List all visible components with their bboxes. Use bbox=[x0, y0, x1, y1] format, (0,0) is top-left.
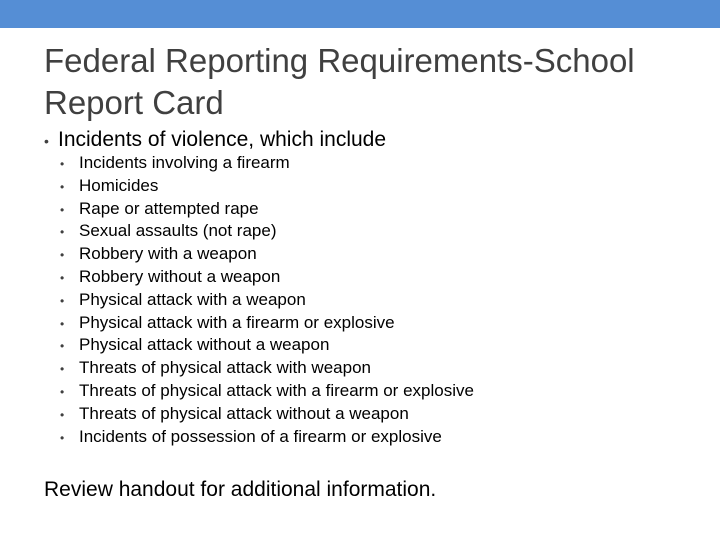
sub-bullet-item bbox=[60, 266, 680, 289]
sub-bullet-text: Incidents involving a firearm bbox=[79, 153, 290, 172]
sub-bullet-item bbox=[60, 198, 680, 221]
sub-bullet-text: Homicides bbox=[79, 175, 159, 195]
sub-bullet-text: Robbery with a weapon bbox=[79, 244, 257, 264]
bullet-dot-icon: • bbox=[60, 430, 65, 445]
sub-bullet-item bbox=[60, 243, 680, 266]
bullet-dot-icon: • bbox=[60, 248, 65, 263]
sub-bullet-item bbox=[60, 220, 680, 243]
sub-bullet-text: Incidents of possession of a firearm or explosive bbox=[79, 426, 442, 446]
bullet-dot-icon: • bbox=[60, 316, 65, 331]
footer-note: Review handout for additional information. bbox=[44, 478, 437, 501]
sub-bullet-item bbox=[60, 289, 680, 312]
bullet-dot-icon: • bbox=[60, 202, 65, 217]
sub-bullet-text: Rape or attempted rape bbox=[79, 198, 259, 218]
sub-bullet-text: Physical attack without a weapon bbox=[79, 335, 330, 355]
sub-bullet-item bbox=[60, 380, 680, 403]
bullet-dot-icon: • bbox=[44, 133, 49, 149]
sub-bullet-text: Threats of physical attack without a weapon bbox=[79, 403, 409, 423]
sub-bullet-list bbox=[60, 152, 680, 448]
bullet-dot-icon: • bbox=[60, 270, 65, 285]
bullet-dot-icon: • bbox=[60, 179, 65, 194]
bullet-dot-icon: • bbox=[60, 362, 65, 377]
sub-bullet-text: Robbery without a weapon bbox=[79, 266, 281, 286]
bullet-dot-icon: • bbox=[60, 384, 65, 399]
main-bullet bbox=[44, 126, 684, 155]
sub-bullet-item bbox=[60, 334, 680, 357]
sub-bullet-item bbox=[60, 175, 680, 198]
slide-title: Federal Reporting Requirements-School Report Card bbox=[44, 42, 635, 121]
bullet-dot-icon: • bbox=[60, 293, 65, 308]
bullet-dot-icon: • bbox=[60, 339, 65, 354]
sub-bullet-item bbox=[60, 357, 680, 380]
sub-bullet-text: Threats of physical attack with weapon bbox=[79, 358, 371, 378]
sub-bullet-item bbox=[60, 403, 680, 426]
sub-bullet-text: Threats of physical attack with a firearm or explosive bbox=[79, 380, 474, 400]
slide-header-bar bbox=[0, 0, 720, 28]
bullet-dot-icon: • bbox=[60, 225, 65, 240]
bullet-dot-icon: • bbox=[60, 157, 65, 171]
sub-bullet-text: Physical attack with a firearm or explosive bbox=[79, 312, 395, 332]
sub-bullet-text: Sexual assaults (not rape) bbox=[79, 221, 277, 241]
main-bullet-text: Incidents of violence, which include bbox=[58, 128, 387, 151]
sub-bullet-text: Physical attack with a weapon bbox=[79, 289, 306, 309]
sub-bullet-item bbox=[60, 312, 680, 335]
sub-bullet-item bbox=[60, 152, 680, 175]
bullet-dot-icon: • bbox=[60, 407, 65, 422]
sub-bullet-item bbox=[60, 426, 680, 449]
